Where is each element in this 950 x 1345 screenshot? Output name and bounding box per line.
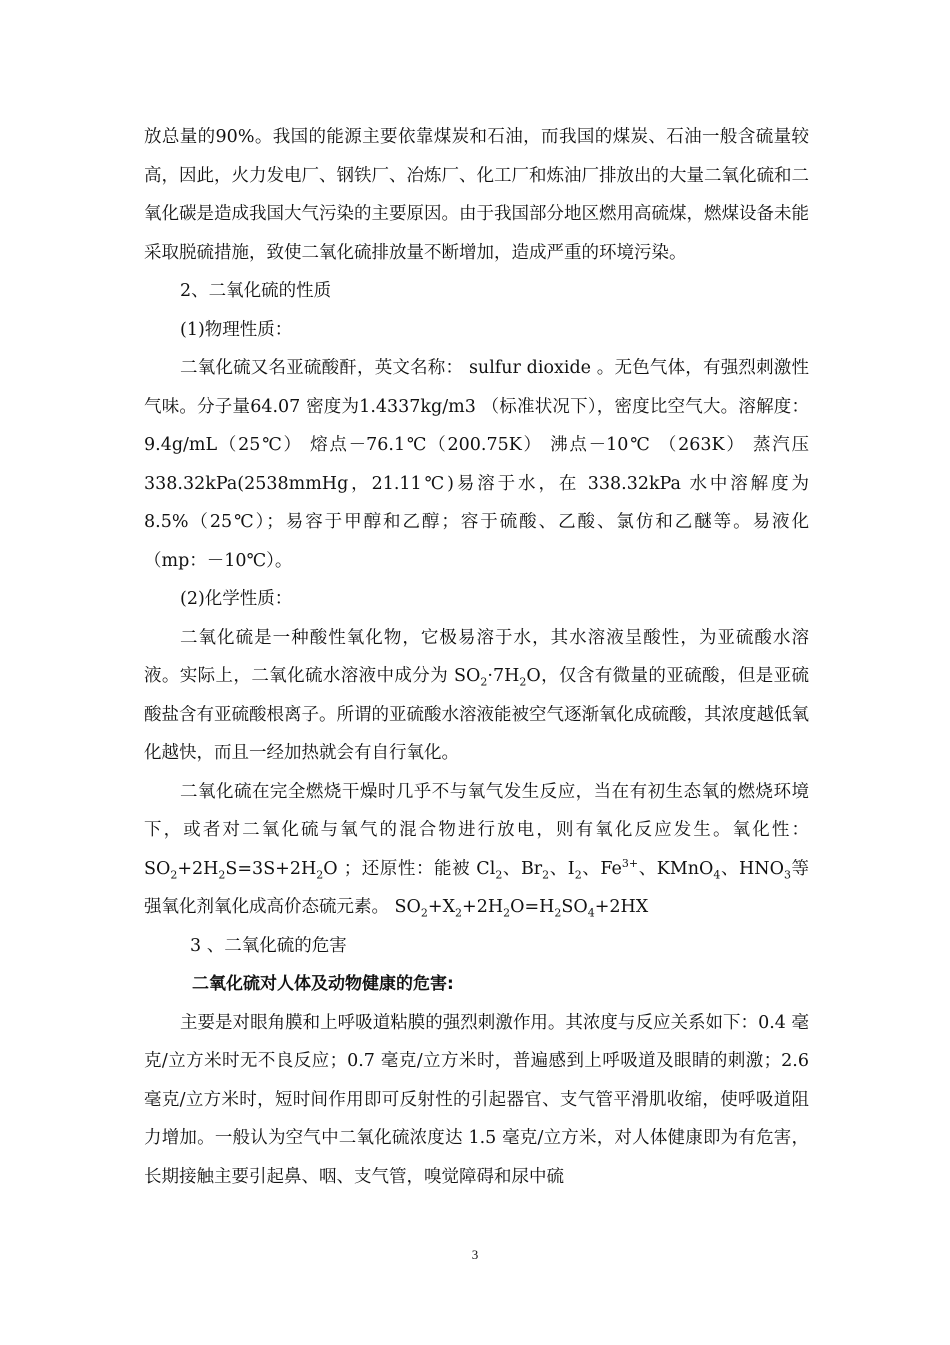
subheading-chemical: (2)化学性质： bbox=[180, 589, 293, 609]
page-number: 3 bbox=[471, 1247, 479, 1262]
paragraph-emissions: 放总量的90%。我国的能源主要依靠煤炭和石油，而我国的煤炭、石油一般含硫量较高，因此，火力发电厂、钢铁厂、冶炼厂、化工厂和炼油厂排放出的大量二氧化硫和二氧化碳是造成我国大气污染的主要原因。由于我国部分地区燃用高硫煤，燃煤设备未能采取脱硫措施，致使二氧化硫排放量不断增加，造成严重的环境污染。 bbox=[144, 127, 809, 263]
subheading-health-hazards: 二氧化硫对人体及动物健康的危害: bbox=[192, 974, 454, 994]
heading-hazards: 3 、二氧化硫的危害 bbox=[190, 935, 347, 956]
paragraph-redox: 二氧化硫在完全燃烧干燥时几乎不与氧气发生反应，当在有初生态氧的燃烧环境下，或者对二氧化硫与氧气的混合物进行放电，则有氧化反应发生。氧化性：$SO_2+2H_2S=3S+2H_2O$ ；还原性：能被 $Cl_2$、$Br_2$、$I_2$、$Fe^{3+}$、KMnO$_4$、$HNO_3$等强氧化剂氧化成高价态硫元素。 $SO_2+X_2+2H_2O=H_2SO_4+2HX$ bbox=[144, 781, 810, 920]
paragraph-chemical: 二氧化硫是一种酸性氧化物，它极易溶于水，其水溶液呈酸性，为亚硫酸水溶液。实际上，二氧化硫水溶液中成分为 $SO_2\cdot 7H_2O$，仅含有微量的亚硫酸，但是亚硫酸盐含有亚硫酸根离子。所谓的亚硫酸水溶液能被空气逐渐氧化成硫酸，其浓度越低氧化越快，而且一经加热就会有自行氧化。 bbox=[144, 627, 809, 763]
heading-properties: 2、二氧化硫的性质 bbox=[180, 281, 332, 301]
subheading-physical: (1)物理性质： bbox=[180, 319, 293, 340]
body-text bbox=[144, 118, 809, 1196]
paragraph-physical: 二氧化硫又名亚硫酸酐，英文名称： sulfur dioxide 。无色气体，有强烈刺激性气味。分子量64.07 密度为1.4337kg/m3 （标准状况下），密度比空气大。溶解度：9.4g/mL（25℃） 熔点－76.1℃（200.75K） 沸点－10℃ （263K） 蒸汽压 338.32kPa(2538mmHg，21.11℃)易溶于水，在 338.32kPa 水中溶解度为8.5%（25℃）；易容于甲醇和乙醇；容于硫酸、乙酸、氯仿和乙醚等。易液化（mp：－10℃）。 bbox=[144, 358, 809, 571]
paragraph-health: 主要是对眼角膜和上呼吸道粘膜的强烈刺激作用。其浓度与反应关系如下：0.4 毫克/立方米时无不良反应；0.7 毫克/立方米时，普遍感到上呼吸道及眼睛的刺激；2.6 毫克/立方米时，短时间作用即可反射性的引起器官、支气管平滑肌收缩，使呼吸道阻力增加。一般认为空气中二氧化硫浓度达 1.5 毫克/立方米，对人体健康即为有危害，长期接触主要引起鼻、咽、支气管，嗅觉障碍和尿中硫 bbox=[144, 1012, 809, 1187]
